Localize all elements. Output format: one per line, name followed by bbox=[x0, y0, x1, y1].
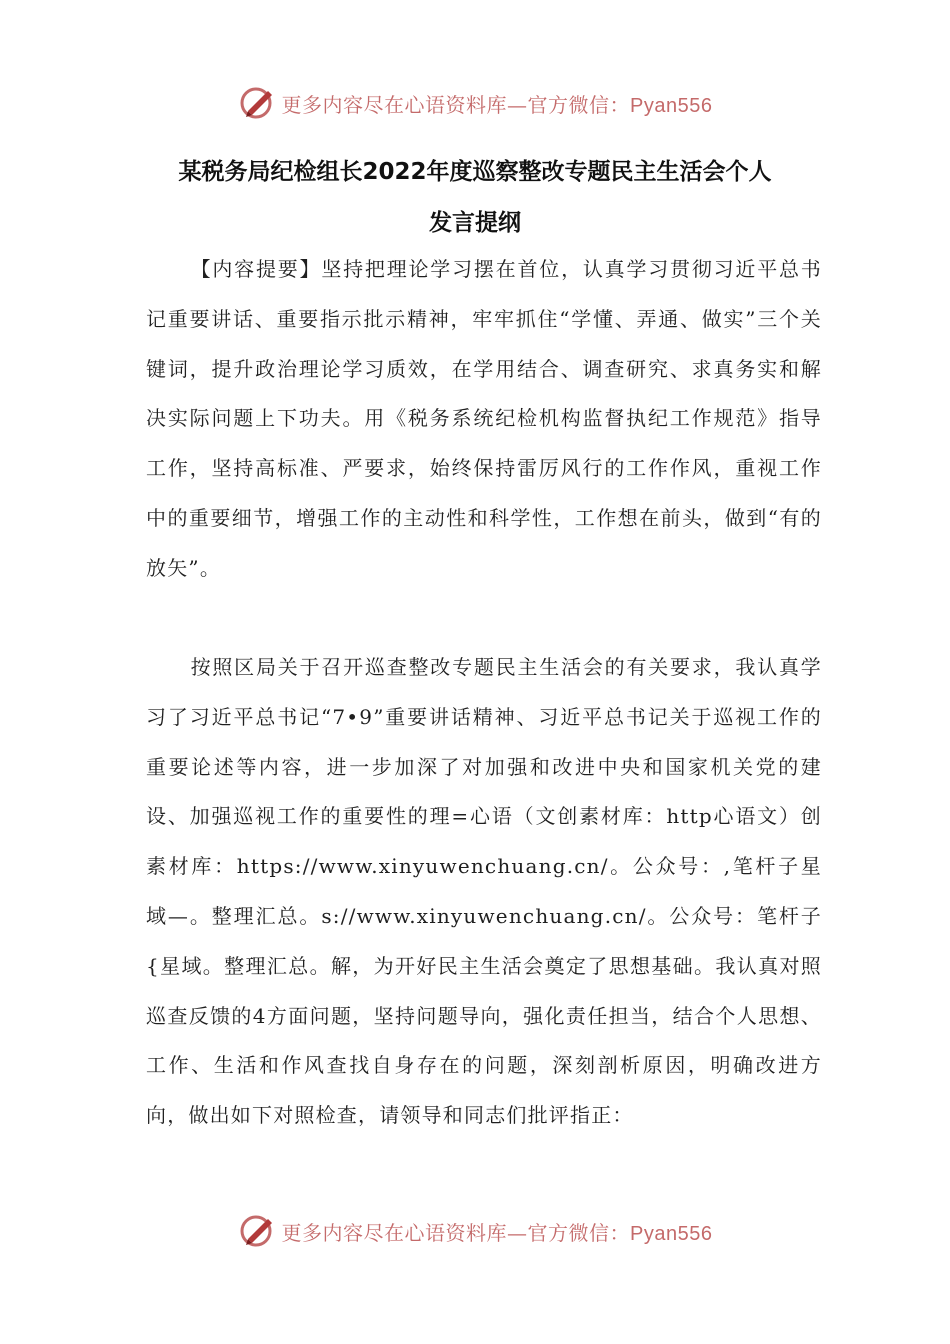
summary-paragraph bbox=[146, 245, 822, 594]
pen-logo-icon bbox=[238, 1211, 278, 1251]
banner-text bbox=[282, 1217, 713, 1246]
banner-text bbox=[282, 89, 713, 118]
banner-separator: — bbox=[507, 1220, 528, 1245]
banner-separator: — bbox=[507, 92, 528, 117]
document-title-line2: 发言提纲 bbox=[429, 210, 521, 236]
footer-banner bbox=[0, 1208, 950, 1254]
banner-cn-text: 更多内容尽在心语资料库 bbox=[281, 92, 508, 117]
banner-wechat-id: Pyan556 bbox=[630, 94, 713, 117]
pen-logo-icon bbox=[238, 83, 278, 123]
document-title-line1: 某税务局纪检组长2022年度巡察整改专题民主生活会个人 bbox=[178, 159, 772, 185]
summary-text: 【内容提要】坚持把理论学习摆在首位，认真学习贯彻习近平总书记重要讲话、重要指示批示精神，牢牢抓住“学懂、弄通、做实”三个关键词，提升政治理论学习质效，在学用结合、调查研究、求真务实和解决实际问题上下功夫。用《税务系统纪检机构监督执纪工作规范》指导工作，坚持高标准、严要求，始终保持雷厉风行的工作作风，重视工作中的重要细节，增强工作的主动性和科学性，工作想在前头，做到“有的放矢”。 bbox=[146, 257, 822, 580]
banner-cn-text: 更多内容尽在心语资料库 bbox=[281, 1220, 508, 1245]
body-paragraph bbox=[146, 643, 822, 1141]
banner-wechat-label: 官方微信： bbox=[527, 1220, 631, 1245]
banner-wechat-id: Pyan556 bbox=[630, 1222, 713, 1245]
body-text: 按照区局关于召开巡查整改专题民主生活会的有关要求，我认真学习了习近平总书记“7•9”重要讲话精神、习近平总书记关于巡视工作的重要论述等内容，进一步加深了对加强和改进中央和国家机关党的建设、加强巡视工作的重要性的理=心语（文创素材库：http心语文）创素材库：https://www.xinyuwenchuang.cn/。公众号：,笔杆子星域—。整理汇总。s://www.xinyuwenchuang.cn/。公众号：笔杆子{星域。整理汇总。解，为开好民主生活会奠定了思想基础。我认真对照巡查反馈的4方面问题，坚持问题导向，强化责任担当，结合个人思想、工作、生活和作风查找自身存在的问题，深刻剖析原因，明确改进方向，做出如下对照检查，请领导和同志们批评指正： bbox=[146, 655, 822, 1128]
banner-wechat-label: 官方微信： bbox=[527, 92, 631, 117]
header-banner bbox=[0, 80, 950, 126]
